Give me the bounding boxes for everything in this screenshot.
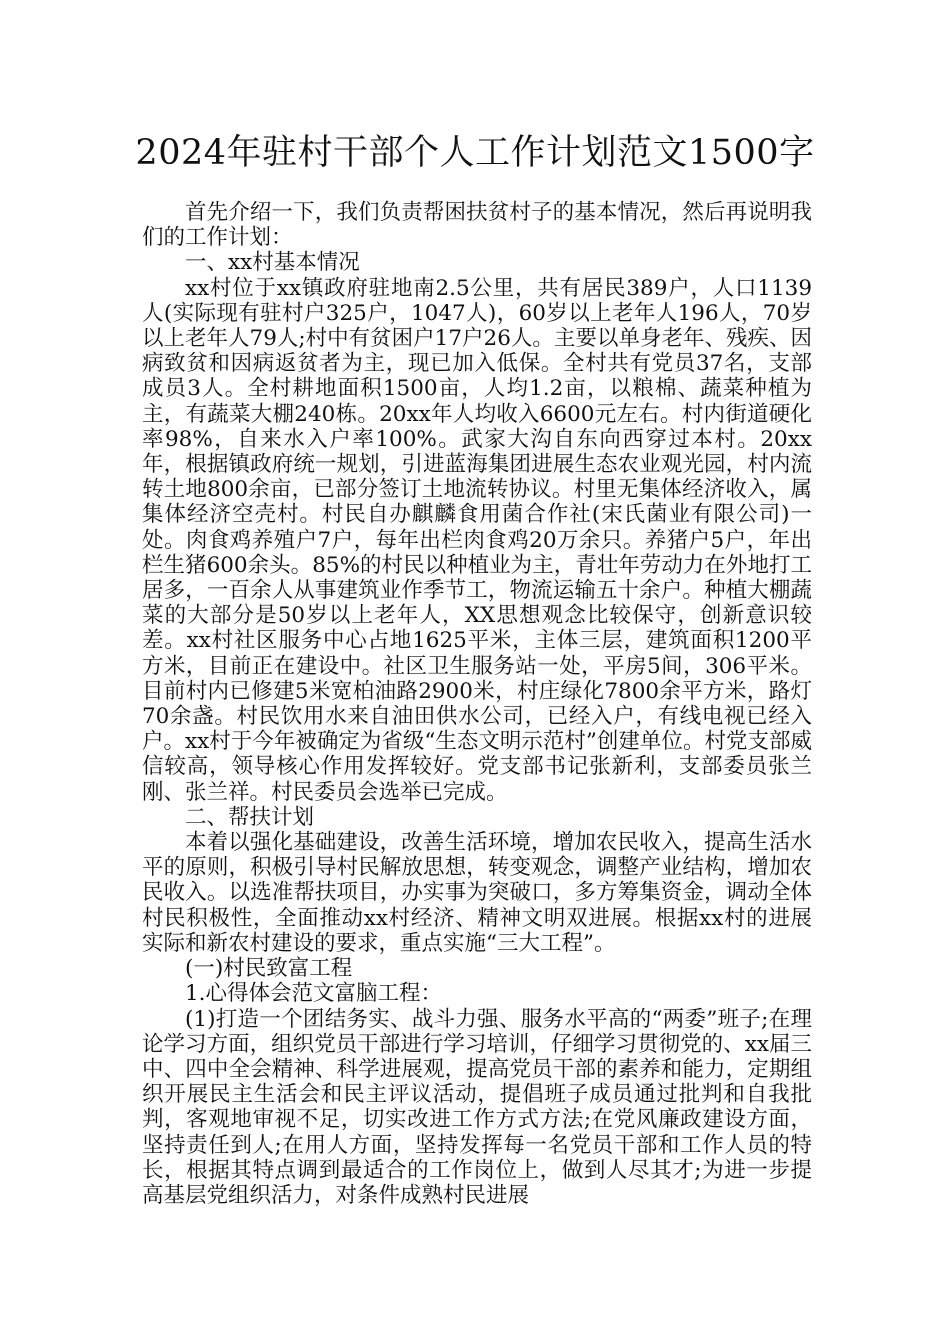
paragraph-intro: 首先介绍一下，我们负责帮困扶贫村子的基本情况，然后再说明我们的工作计划：: [142, 200, 812, 251]
heading-brain-project: 1.心得体会范文富脑工程：: [185, 981, 443, 1007]
paragraph-leadership-team: (1)打造一个团结务实、战斗力强、服务水平高的“两委”班子;在理论学习方面，组织党员干部进行学习培训，仔细学习贯彻党的、xx届三中、四中全会精神、科学进展观，提高党员干部的素养和能力，定期组织开展民主生活会和民主评议活动，提倡班子成员通过批判和自我批判，客观地审视不足，切实改进工作方式方法;在党风廉政建设方面，坚持责任到人;在用人方面，坚持发挥每一名党员干部和工作人员的特长，根据其特点调到最适合的工作岗位上，做到人尽其才;为进一步提高基层党组织活力，对条件成熟村民进展: [142, 1006, 812, 1208]
paragraph-assistance-principles: 本着以强化基础建设，改善生活环境，增加农民收入，提高生活水平的原则，积极引导村民解放思想，转变观念，调整产业结构，增加农民收入。以选准帮扶项目，办实事为突破口，多方筹集资金，调动全体村民积极性，全面推动xx村经济、精神文明双进展。根据xx村的进展实际和新农村建设的要求，重点实施“三大工程”。: [142, 830, 812, 956]
heading-assistance-plan: 二、帮扶计划: [185, 804, 315, 830]
heading-prosperity-project: (一)村民致富工程: [185, 956, 353, 982]
heading-village-overview: 一、xx村基本情况: [185, 250, 360, 276]
document-title: 2024年驻村干部个人工作计划范文1500字: [135, 133, 815, 173]
document-body: [142, 200, 812, 1208]
paragraph-village-details: xx村位于xx镇政府驻地南2.5公里，共有居民389户，人口1139人(实际现有驻村户325户，1047人)，60岁以上老年人196人，70岁以上老年人79人;村中有贫困户17户26人。主要以单身老年、残疾、因病致贫和因病返贫者为主，现已加入低保。全村共有党员37名，支部成员3人。全村耕地面积1500亩，人均1.2亩，以粮棉、蔬菜种植为主，有蔬菜大棚240栋。20xx年人均收入6600元左右。村内街道硬化率98%，自来水入户率100%。武家大沟自东向西穿过本村。20xx年，根据镇政府统一规划，引进蓝海集团进展生态农业观光园，村内流转土地800余亩，已部分签订土地流转协议。村里无集体经济收入，属集体经济空壳村。村民自办麒麟食用菌合作社(宋氏菌业有限公司)一处。肉食鸡养殖户7户，每年出栏肉食鸡20万余只。养猪户5户，年出栏生猪600余头。85%的村民以种植业为主，青壮年劳动力在外地打工居多，一百余人从事建筑业作季节工，物流运输五十余户。种植大棚蔬菜的大部分是50岁以上老年人，XX思想观念比较保守，创新意识较差。xx村社区服务中心占地1625平米，主体三层，建筑面积1200平方米，目前正在建设中。社区卫生服务站一处，平房5间，306平米。目前村内已修建5米宽柏油路2900米，村庄绿化7800余平方米，路灯70余盏。村民饮用水来自油田供水公司，已经入户，有线电视已经入户。xx村于今年被确定为省级“生态文明示范村”创建单位。村党支部威信较高，领导核心作用发挥较好。党支部书记张新利，支部委员张兰刚、张兰祥。村民委员会选举已完成。: [142, 275, 812, 805]
